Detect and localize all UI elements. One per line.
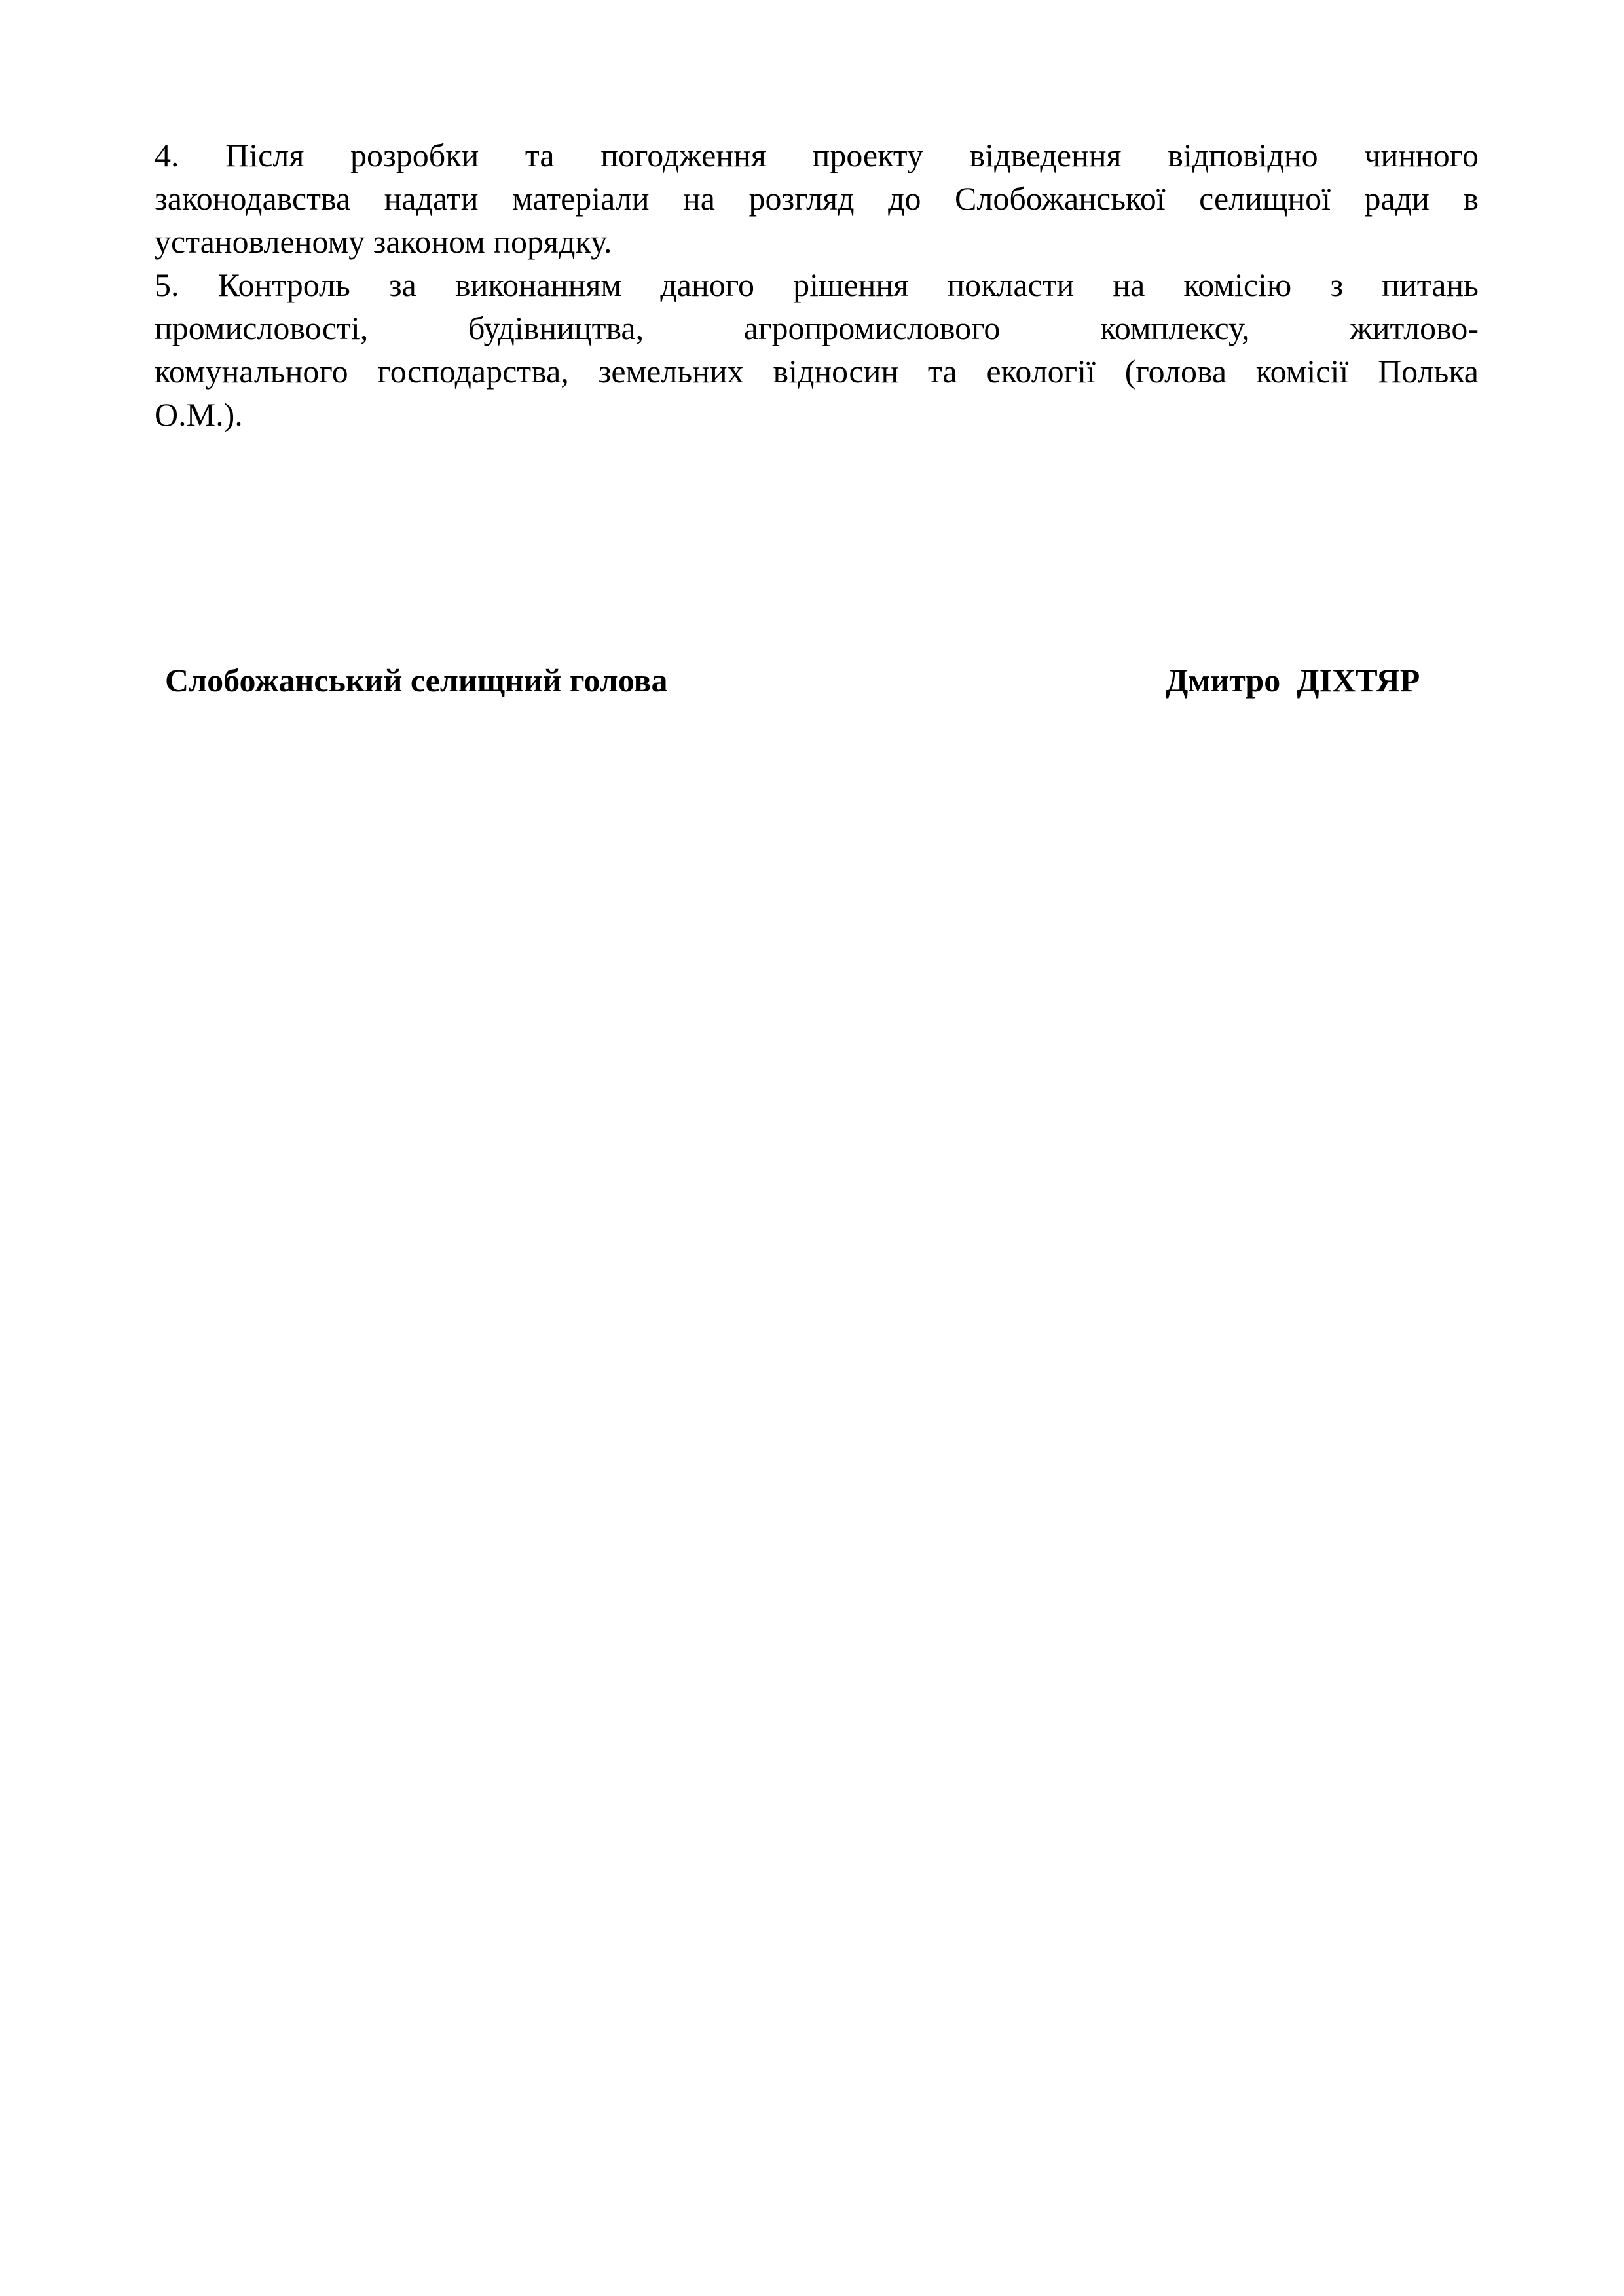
paragraph-4-line-1: 4. Після розробки та погодження проекту відведення відповідно чинного [155, 137, 1479, 173]
paragraph-5-line-3: комунального господарства, земельних відносин та екології (голова комісії Полька [155, 353, 1479, 390]
signature-name: Дмитро ДІХТЯР [1166, 662, 1420, 699]
paragraph-4-line-2: законодавства надати матеріали на розгляд до Слобожанської селищної ради в [155, 180, 1479, 217]
paragraph-5-line-2: промисловості, будівництва, агропромислового комплексу, житлово- [155, 310, 1479, 346]
paragraph-5-line-1: 5. Контроль за виконанням даного рішення покласти на комісію з питань [155, 266, 1479, 303]
paragraph-5-line-4: О.М.). [155, 396, 243, 433]
signature-title: Слобожанський селищний голова [165, 662, 668, 699]
paragraph-4-line-3: установленому законом порядку. [155, 223, 612, 260]
document-body [155, 134, 1479, 436]
